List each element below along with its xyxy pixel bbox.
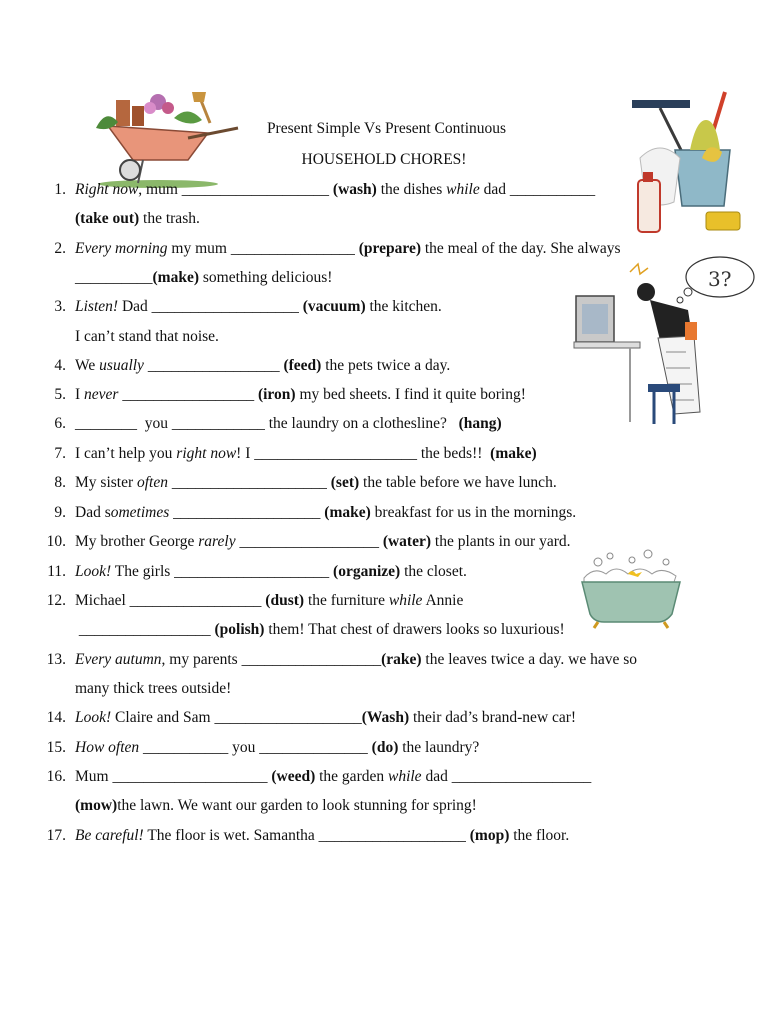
exercise-line <box>75 298 442 316</box>
sentence-text: Annie <box>422 592 464 609</box>
verb-hint: (Wash) <box>361 709 410 726</box>
verb-hint: (water) <box>382 533 432 550</box>
cleaning-supplies-illustration <box>630 88 750 236</box>
sentence-text: the dishes <box>376 181 447 198</box>
verb-hint: (polish) <box>214 621 265 638</box>
verb-hint: (hang) <box>458 415 502 432</box>
sentence-text: _________________ <box>118 386 258 403</box>
worksheet-subtitle: HOUSEHOLD CHORES! <box>301 151 467 168</box>
bathtub-illustration <box>578 548 684 630</box>
woman-at-tv-illustration <box>570 252 760 430</box>
time-expression: Look! <box>75 709 112 726</box>
exercise-line <box>75 621 565 639</box>
sentence-text: _________________ <box>75 621 215 638</box>
sentence-text: I can’t stand that noise. <box>75 328 219 345</box>
exercise-line <box>75 504 576 522</box>
sentence-text: the trash. <box>139 210 200 227</box>
exercise-line <box>75 386 526 404</box>
item-number: 12. <box>46 592 66 609</box>
sentence-text: many thick trees outside! <box>75 680 232 697</box>
sentence-text: dad __________________ <box>421 768 592 785</box>
verb-hint: (iron) <box>257 386 296 403</box>
exercise-line <box>75 357 450 375</box>
time-expression: Right now <box>75 181 139 198</box>
exercise-line <box>75 827 569 845</box>
sentence-text: ____________________ <box>168 474 331 491</box>
sentence-text: the furniture <box>304 592 389 609</box>
sentence-text: ________ you ____________ the laundry on a clothesline? <box>75 415 459 432</box>
sentence-text: the meal of the day. She always <box>421 240 621 257</box>
time-expression: never <box>84 386 119 403</box>
time-expression: Every morning <box>75 240 168 257</box>
time-expression: rarely <box>198 533 236 550</box>
title-text: Present Simple Vs Present Continuous <box>266 120 507 137</box>
sentence-text: _________________ <box>143 357 284 374</box>
sentence-text: dad ___________ <box>479 181 596 198</box>
sentence-text: I can’t help you <box>75 445 177 462</box>
item-number: 8. <box>54 474 66 491</box>
sentence-text: __________ <box>75 269 153 286</box>
sentence-text: breakfast for us in the mornings. <box>370 504 577 521</box>
verb-hint: (mop) <box>469 827 510 844</box>
exercise-line <box>75 445 537 463</box>
item-number: 4. <box>54 357 66 374</box>
sentence-text: ! I _____________________ the beds!! <box>236 445 491 462</box>
time-expression: while <box>387 768 422 785</box>
sentence-text: my bed sheets. I find it quite boring! <box>295 386 526 403</box>
exercise-line <box>75 210 200 228</box>
sentence-text: My brother George <box>75 533 199 550</box>
time-expression: Look! <box>75 563 112 580</box>
exercise-line <box>75 592 463 610</box>
exercise-line <box>75 739 479 757</box>
sentence-text: I <box>75 386 85 403</box>
sentence-text: The girls ____________________ <box>111 563 334 580</box>
item-number: 16. <box>46 768 66 785</box>
sentence-text: their dad’s brand-new car! <box>409 709 577 726</box>
verb-hint: (do) <box>371 739 399 756</box>
sentence-text: The floor is wet. Samantha ___________________ <box>143 827 470 844</box>
sentence-text: Dad ___________________ <box>118 298 303 315</box>
item-number: 14. <box>46 709 66 726</box>
item-number: 6. <box>54 415 66 432</box>
sentence-text: the plants in our yard. <box>431 533 571 550</box>
sentence-text: My sister <box>75 474 137 491</box>
sentence-text: , mum ___________________ <box>138 181 333 198</box>
exercise-line <box>75 709 576 727</box>
exercise-line <box>75 240 621 258</box>
sentence-text: the leaves twice a day. we have so <box>421 651 638 668</box>
verb-hint: (vacuum) <box>302 298 366 315</box>
exercise-line <box>75 680 231 698</box>
time-expression: ometimes <box>110 504 170 521</box>
verb-hint: (set) <box>330 474 360 491</box>
verb-hint: (take out) <box>75 210 140 227</box>
sentence-text: Dad s <box>75 504 111 521</box>
verb-hint: (feed) <box>283 357 322 374</box>
time-expression: How often <box>75 739 140 756</box>
sentence-text: , my parents __________________ <box>161 651 382 668</box>
wheelbarrow-illustration <box>88 88 240 188</box>
exercise-line <box>75 328 219 346</box>
sentence-text: the floor. <box>509 827 570 844</box>
exercise-line <box>75 181 595 199</box>
verb-hint: (organize) <box>333 563 401 580</box>
sentence-text: We <box>75 357 100 374</box>
sentence-text: the laundry? <box>398 739 480 756</box>
sentence-text: them! That chest of drawers looks so luxurious! <box>264 621 565 638</box>
verb-hint: (make) <box>324 504 371 521</box>
exercise-line <box>75 563 467 581</box>
sentence-text: __________________ <box>235 533 383 550</box>
exercise-line <box>75 797 477 815</box>
item-number: 15. <box>46 739 66 756</box>
verb-hint: (make) <box>490 445 537 462</box>
time-expression: Listen! <box>75 298 119 315</box>
item-number: 5. <box>54 386 66 403</box>
verb-hint: (rake) <box>381 651 422 668</box>
verb-hint: (mow) <box>75 797 118 814</box>
time-expression: while <box>446 181 480 198</box>
time-expression: right now <box>176 445 237 462</box>
verb-hint: (make) <box>152 269 199 286</box>
exercise-line <box>75 651 637 669</box>
verb-hint: (dust) <box>265 592 305 609</box>
time-expression: Every autumn <box>75 651 162 668</box>
sentence-text: the closet. <box>400 563 467 580</box>
sentence-text: the pets twice a day. <box>321 357 451 374</box>
verb-hint: (prepare) <box>358 240 421 257</box>
item-number: 1. <box>54 181 66 198</box>
item-number: 11. <box>47 563 66 580</box>
item-number: 13. <box>46 651 66 668</box>
item-number: 17. <box>46 827 66 844</box>
exercise-line <box>75 269 332 287</box>
time-expression: often <box>137 474 168 491</box>
item-number: 9. <box>54 504 66 521</box>
time-expression: usually <box>99 357 144 374</box>
sentence-text: ___________________ <box>169 504 325 521</box>
sentence-text: something delicious! <box>199 269 333 286</box>
item-number: 3. <box>54 298 66 315</box>
item-number: 2. <box>54 240 66 257</box>
time-expression: Be careful! <box>75 827 144 844</box>
exercise-line <box>75 768 591 786</box>
svg-text:3?: 3? <box>708 267 732 291</box>
sentence-text: Michael _________________ <box>75 592 266 609</box>
exercise-line <box>75 474 557 492</box>
sentence-text: the kitchen. <box>365 298 442 315</box>
verb-hint: (wash) <box>332 181 377 198</box>
sentence-text: the garden <box>315 768 388 785</box>
sentence-text: the table before we have lunch. <box>359 474 557 491</box>
sentence-text: my mum ________________ <box>167 240 359 257</box>
exercise-line <box>75 415 502 433</box>
sentence-text: the lawn. We want our garden to look stunning for spring! <box>117 797 477 814</box>
sentence-text: Claire and Sam ___________________ <box>111 709 362 726</box>
item-number: 10. <box>46 533 66 550</box>
sentence-text: Mum ____________________ <box>75 768 272 785</box>
sentence-text: ___________ you ______________ <box>139 739 372 756</box>
verb-hint: (weed) <box>271 768 316 785</box>
time-expression: while <box>388 592 423 609</box>
item-number: 7. <box>54 445 66 462</box>
exercise-line <box>75 533 571 551</box>
